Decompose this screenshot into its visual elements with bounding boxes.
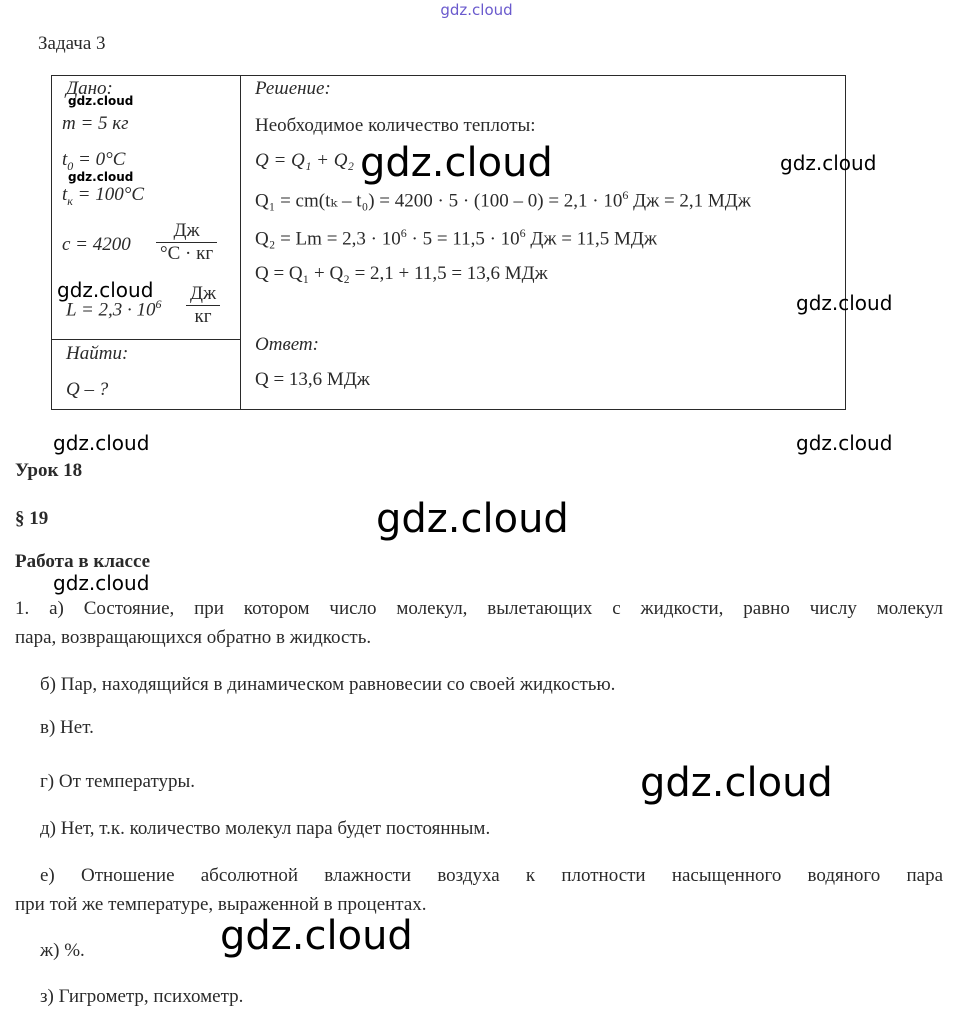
lesson-title: Урок 18 [15, 460, 83, 481]
given-tk: $t_к = 100^\circ C$ [62, 184, 144, 208]
given-L-fraction [186, 283, 220, 328]
item-1a-line-1: 1. а) Состояние, при котором число молекул, вылетающих с жидкости, равно числу молекул [15, 598, 943, 619]
given-c-fraction [156, 220, 217, 265]
item-e-line-1: е) Отношение абсолютной влажности воздуха к плотности насыщенного водяного пара [40, 865, 943, 886]
watermark: gdz.cloud [780, 151, 877, 175]
item-1a-line-2: пара, возвращающихся обратно в жидкость. [15, 627, 372, 648]
watermark: gdz.cloud [53, 431, 150, 455]
given-mass: m = 5 кг [62, 113, 129, 134]
solution-label: Решение: [255, 78, 331, 99]
item-b: б) Пар, находящийся в динамическом равновесии со своей жидкостью. [40, 674, 616, 695]
solution-line-1: Q = Q₁ + Q₂ [255, 150, 355, 171]
answer-label: Ответ: [255, 334, 319, 355]
watermark: gdz.cloud [796, 291, 893, 315]
find-value: Q – ? [66, 379, 109, 400]
given-L-numerator: Дж [190, 283, 217, 304]
watermark: gdz.cloud [53, 571, 150, 595]
table-column-divider [240, 76, 241, 409]
table-row-divider [52, 339, 241, 340]
watermark: gdz.cloud [68, 94, 134, 108]
solution-line-2: $Q_1 = cm(t_k - t_0) = 4200 \cdot 5 \cdot (100 - 0) = 2,1 \cdot 10^6$ Дж = 2,1 МДж [255, 188, 751, 212]
item-g: г) От температуры. [40, 771, 196, 792]
given-L: $L = 2,3 \cdot 10^6$ [66, 297, 162, 321]
solution-line-4: Q = Q₁ + Q₂ = 2,1 + 11,5 = 13,6 МДж [255, 263, 548, 284]
watermark: gdz.cloud [376, 496, 569, 542]
watermark: gdz.cloud [220, 913, 413, 959]
find-label: Найти: [66, 343, 129, 364]
solution-line-3: $Q_2 = Lm = 2,3 \cdot 10^6 \cdot 5 = 11,5 \cdot 10^6$ Дж = 11,5 МДж [255, 226, 658, 250]
item-d: д) Нет, т.к. количество молекул пара будет постоянным. [40, 818, 491, 839]
watermark: gdz.cloud [796, 431, 893, 455]
item-zh: ж) %. [40, 940, 85, 961]
work-title: Работа в классе [15, 551, 151, 572]
item-e-line-2: при той же температуре, выраженной в процентах. [15, 894, 427, 915]
given-c-denominator: °C · кг [156, 242, 217, 265]
answer-value: Q = 13,6 МДж [255, 369, 370, 390]
item-z: з) Гигрометр, психометр. [40, 986, 244, 1007]
watermark: gdz.cloud [360, 140, 553, 186]
watermark: gdz.cloud [57, 278, 154, 302]
given-L-denominator: кг [186, 305, 220, 328]
watermark: gdz.cloud [68, 170, 134, 184]
given-label: Дано: [66, 78, 113, 99]
given-t0: $t_0 = 0^\circ C$ [62, 149, 126, 173]
given-c-numerator: Дж [173, 220, 200, 241]
section-number: § 19 [15, 508, 49, 529]
watermark-top: gdz.cloud [440, 1, 513, 19]
task-title: Задача 3 [38, 33, 106, 54]
task-table [51, 75, 846, 410]
solution-intro: Необходимое количество теплоты: [255, 115, 536, 136]
watermark: gdz.cloud [640, 760, 833, 806]
item-v: в) Нет. [40, 717, 94, 738]
given-c: c = 4200 [62, 234, 131, 255]
